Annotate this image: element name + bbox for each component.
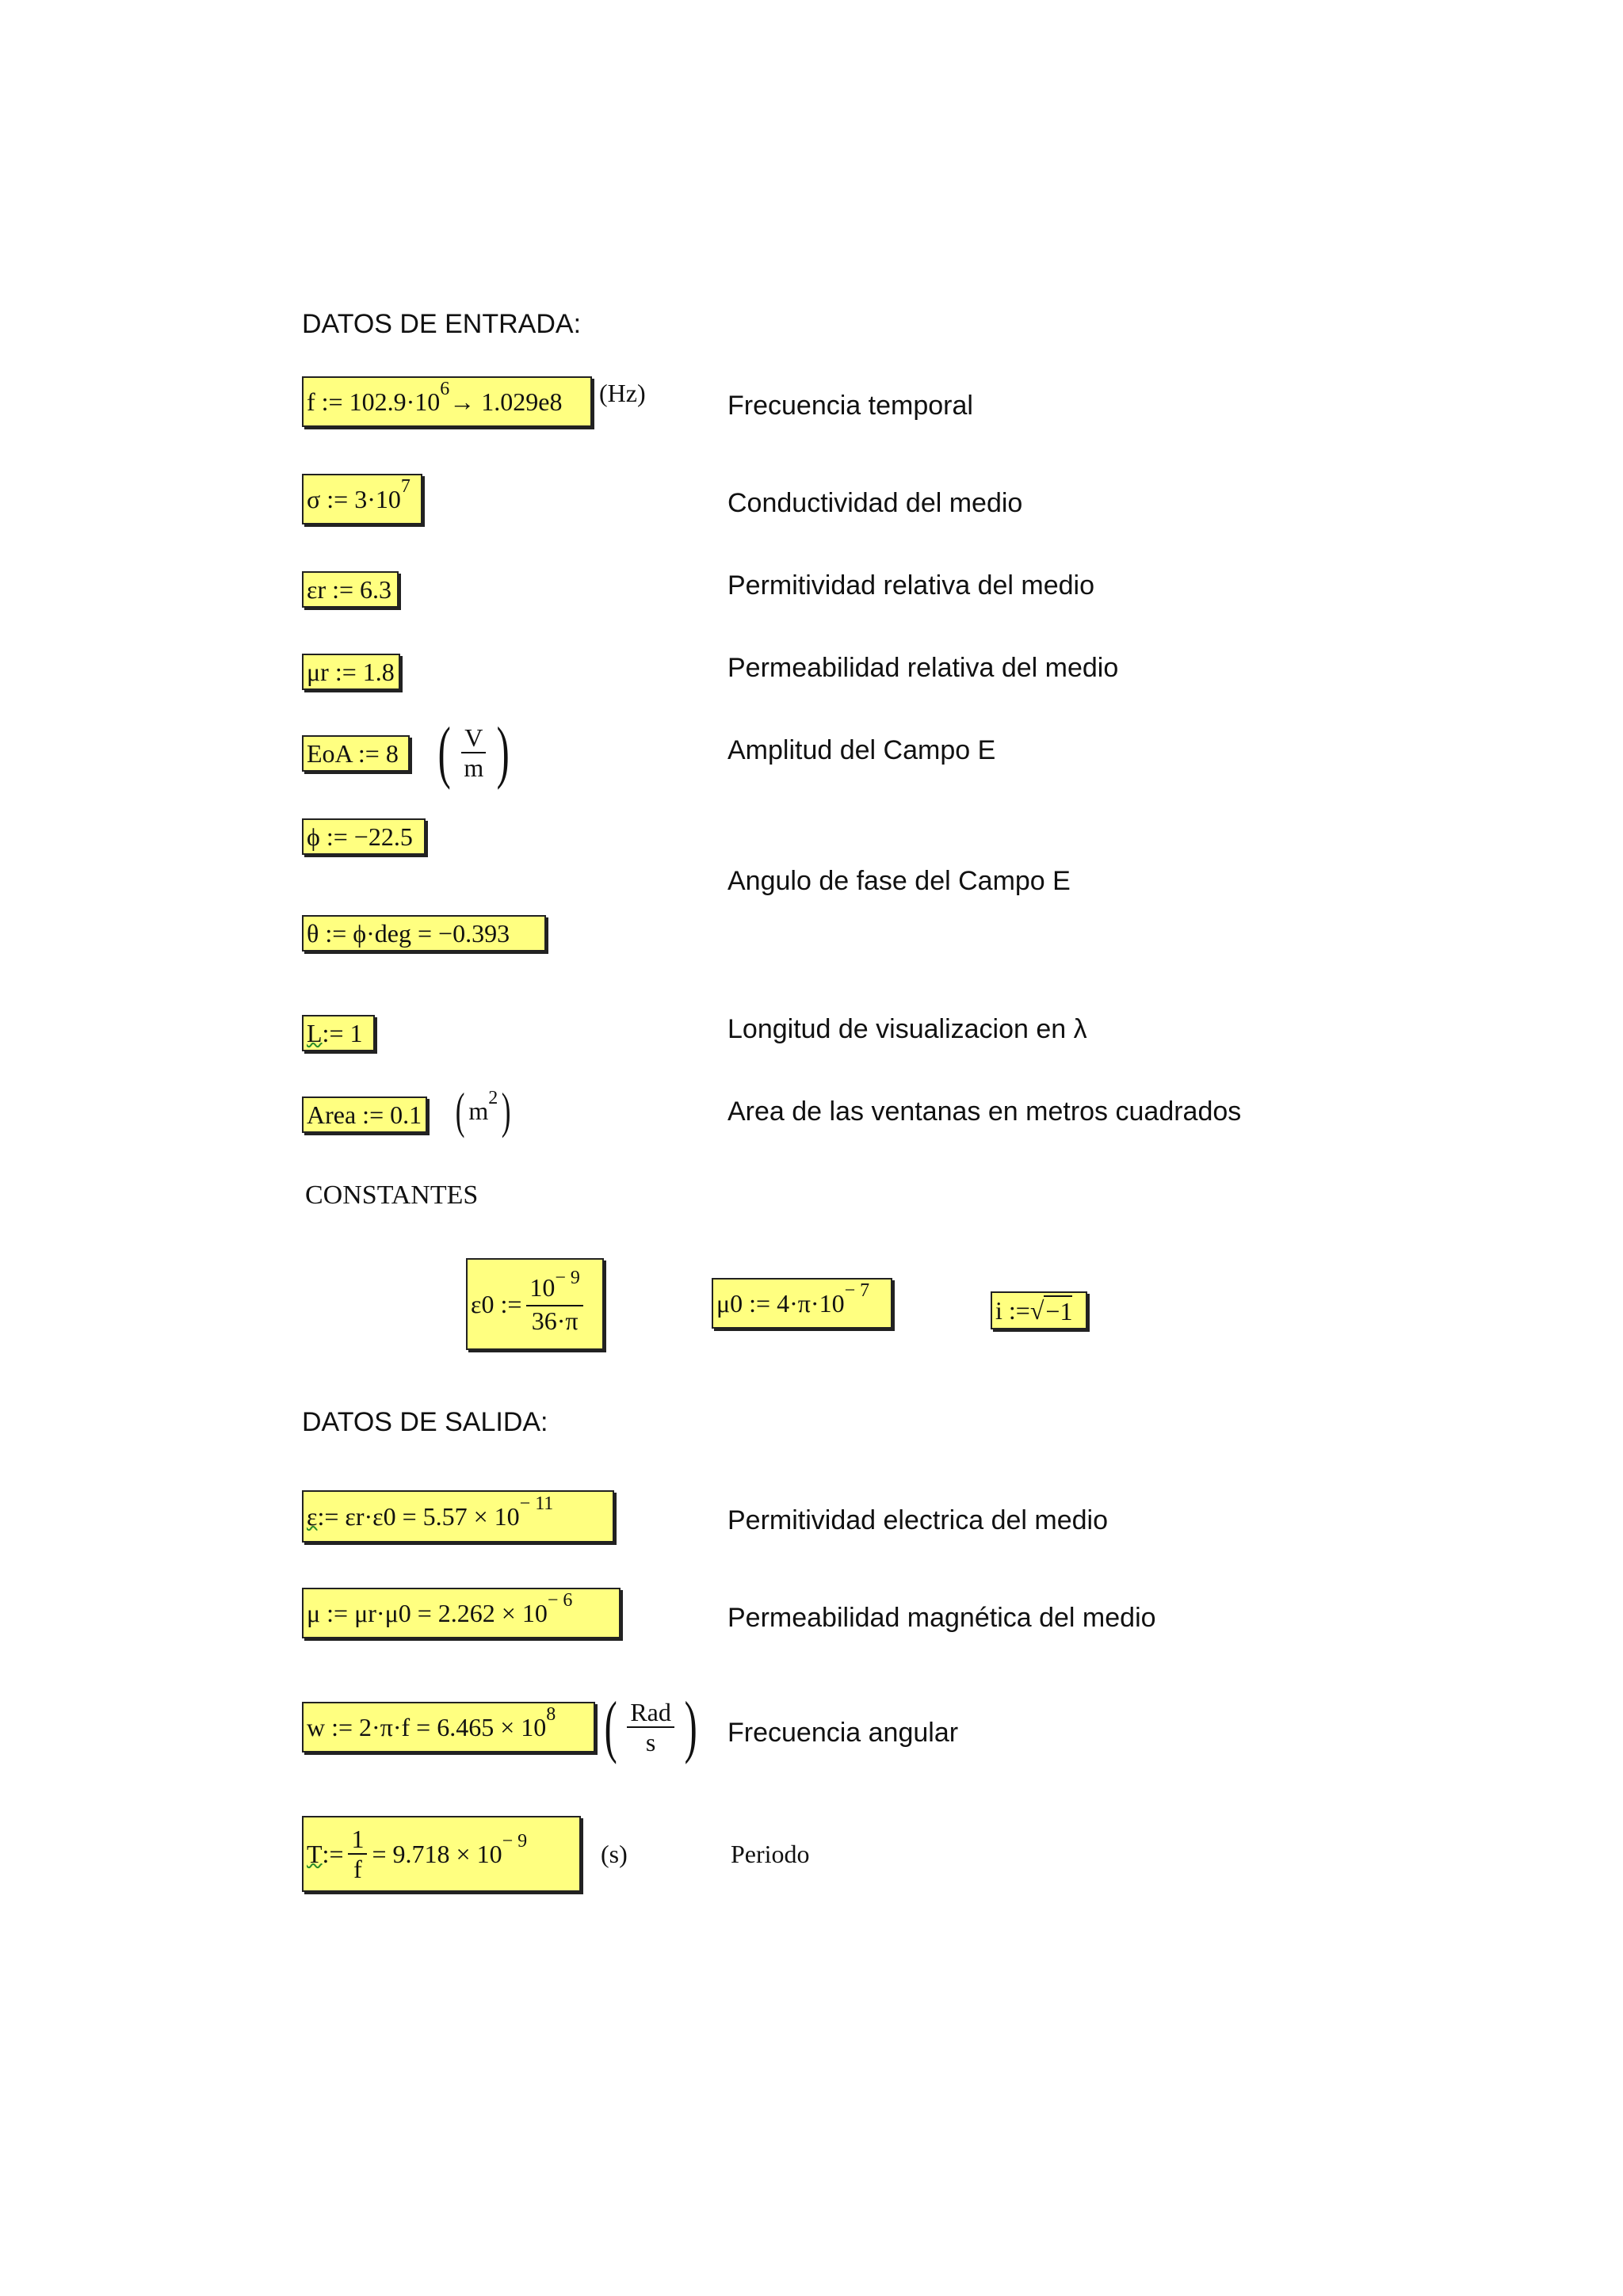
- eps-desc: Permitividad electrica del medio: [727, 1505, 1108, 1535]
- e0-lhs: ε0 :=: [471, 1289, 522, 1318]
- period-exp: − 9: [502, 1830, 528, 1852]
- eps-field[interactable]: [302, 1490, 614, 1543]
- period-desc: Periodo: [731, 1840, 810, 1868]
- eoa-unit-num: V: [461, 723, 486, 753]
- w-unit-num: Rad: [627, 1698, 674, 1728]
- sigma-desc: Conductividad del medio: [727, 488, 1023, 518]
- mu-exp: − 6: [547, 1589, 573, 1611]
- frequency-exp: 6: [440, 378, 450, 399]
- area-unit-base: m: [468, 1096, 489, 1125]
- area-unit: ( m $^2$ ): [455, 1082, 511, 1138]
- period-var: T: [307, 1839, 323, 1868]
- e0-den: 36·π: [531, 1306, 579, 1335]
- phi-field[interactable]: [302, 818, 426, 855]
- w-unit-den: s: [645, 1728, 656, 1756]
- i-radicand: −1: [1045, 1296, 1073, 1325]
- theta-field[interactable]: [302, 915, 546, 952]
- mu0-lhs: μ0 := 4·π·10: [716, 1288, 845, 1318]
- i-lhs: i :=: [995, 1295, 1030, 1325]
- sigma-lhs: σ := 3·10: [307, 484, 401, 513]
- eoa-field[interactable]: [302, 735, 410, 772]
- frequency-lhs: f := 102.9·10: [307, 387, 441, 416]
- mu-desc: Permeabilidad magnética del medio: [727, 1603, 1156, 1633]
- er-desc: Permitividad relativa del medio: [727, 570, 1094, 601]
- er-expr: εr := 6.3: [307, 574, 392, 604]
- e0-num-exp: − 9: [555, 1268, 580, 1288]
- eps-rest: := εr·ε0 = 5.57 × 10: [317, 1501, 520, 1531]
- period-rest: = 9.718 × 10: [372, 1839, 502, 1868]
- er-field[interactable]: [302, 571, 399, 608]
- w-desc: Frecuencia angular: [727, 1718, 959, 1748]
- e0-field[interactable]: [466, 1258, 604, 1350]
- period-den: f: [353, 1855, 362, 1883]
- eps-var: ε: [307, 1501, 318, 1531]
- frequency-unit: (Hz): [599, 379, 646, 407]
- w-expr: w := 2·π·f = 6.465 × 10: [307, 1712, 547, 1741]
- mur-expr: μr := 1.8: [307, 657, 395, 686]
- mu-field[interactable]: [302, 1588, 621, 1638]
- eoa-desc: Amplitud del Campo E: [727, 735, 996, 765]
- frequency-rhs: → 1.029e8: [449, 387, 563, 416]
- theta-desc: Angulo de fase del Campo E: [727, 866, 1071, 896]
- mu0-field[interactable]: [712, 1278, 892, 1329]
- mu0-exp: − 7: [844, 1280, 870, 1301]
- length-field[interactable]: [302, 1015, 375, 1051]
- e0-num-base: 10: [529, 1273, 556, 1302]
- eoa-unit: ( $\frac{V}{m}$ ): [437, 714, 510, 791]
- frequency-desc: Frecuencia temporal: [727, 391, 973, 421]
- area-expr: Area := 0.1: [307, 1100, 422, 1129]
- i-field[interactable]: [991, 1291, 1087, 1329]
- w-exp: 8: [546, 1703, 556, 1725]
- sigma-exp: 7: [400, 475, 411, 497]
- area-desc: Area de las ventanas en metros cuadrados: [727, 1097, 1242, 1127]
- mur-field[interactable]: [302, 654, 400, 690]
- eoa-unit-den: m: [464, 753, 484, 782]
- eps-exp: − 11: [519, 1493, 554, 1514]
- output-header: DATOS DE SALIDA:: [302, 1407, 548, 1437]
- w-field[interactable]: [302, 1702, 595, 1753]
- phi-expr: ϕ := −22.5: [307, 822, 413, 851]
- length-var: L: [307, 1018, 323, 1047]
- area-field[interactable]: [302, 1097, 427, 1133]
- length-desc: Longitud de visualizacion en λ: [727, 1014, 1087, 1044]
- period-assign: :=: [322, 1839, 344, 1868]
- sqrt-icon: √: [1029, 1295, 1044, 1325]
- frequency-field[interactable]: [302, 376, 592, 427]
- area-unit-exp: 2: [488, 1087, 498, 1108]
- w-unit: ( $\frac{\text{Rad}}{s}$ ): [604, 1688, 697, 1765]
- period-unit: (s): [601, 1840, 628, 1868]
- mur-desc: Permeabilidad relativa del medio: [727, 653, 1119, 683]
- mu-expr: μ := μr·μ0 = 2.262 × 10: [307, 1598, 548, 1627]
- theta-expr: θ := ϕ·deg = −0.393: [307, 918, 510, 948]
- period-num: 1: [348, 1825, 367, 1855]
- input-header: DATOS DE ENTRADA:: [302, 309, 582, 339]
- length-rest: := 1: [322, 1018, 363, 1047]
- sigma-field[interactable]: [302, 474, 422, 524]
- eoa-expr: EoA := 8: [307, 738, 399, 768]
- period-field[interactable]: [302, 1816, 581, 1892]
- constants-header: CONSTANTES: [305, 1180, 479, 1210]
